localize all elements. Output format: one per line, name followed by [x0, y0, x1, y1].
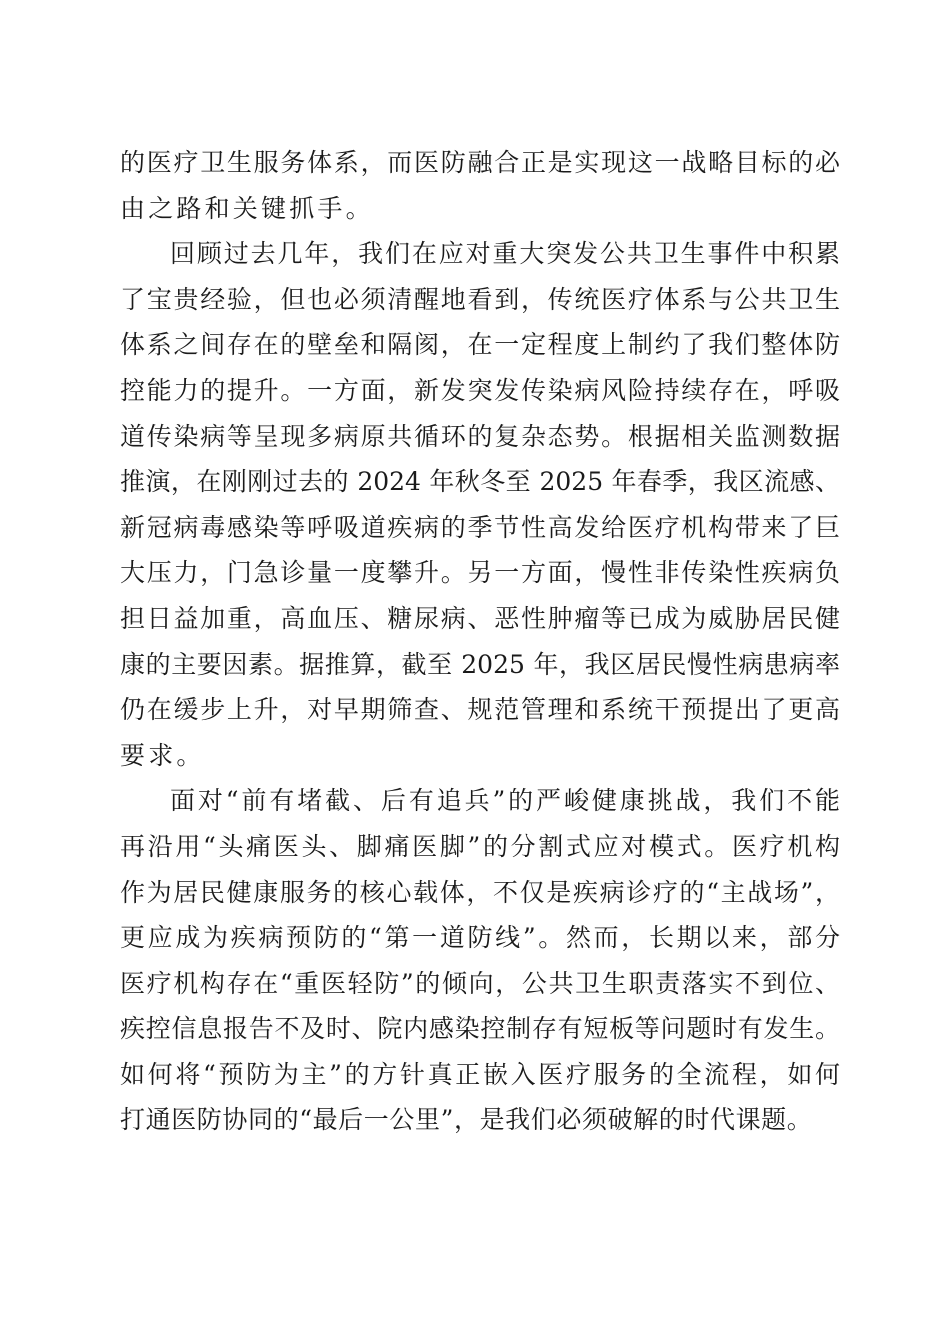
text-line: 控能力的提升。一方面，新发突发传染病风险持续存在，呼吸	[120, 375, 840, 405]
text-line: 疾控信息报告不及时、院内感染控制存有短板等问题时有发生。	[120, 1014, 840, 1044]
paragraph-3	[120, 778, 840, 1143]
text-line: 更应成为疾病预防的“第一道防线”。然而，长期以来，部分	[120, 923, 840, 953]
text-line: 大压力，门急诊量一度攀升。另一方面，慢性非传染性疾病负	[120, 558, 840, 588]
text-line: 体系之间存在的壁垒和隔阂，在一定程度上制约了我们整体防	[120, 330, 840, 360]
text-line: 如何将“预防为主”的方针真正嵌入医疗服务的全流程，如何	[120, 1059, 840, 1089]
text-line: 新冠病毒感染等呼吸道疾病的季节性高发给医疗机构带来了巨	[120, 512, 840, 542]
text-line: 回顾过去几年，我们在应对重大突发公共卫生事件中积累	[170, 239, 840, 269]
text-line: 的医疗卫生服务体系，而医防融合正是实现这一战略目标的必	[120, 148, 840, 177]
paragraph-1	[120, 140, 840, 231]
text-line: 要求。	[120, 740, 205, 770]
text-line: 再沿用“头痛医头、脚痛医脚”的分割式应对模式。医疗机构	[120, 831, 840, 861]
paragraph-2	[120, 231, 840, 778]
text-line: 仍在缓步上升，对早期筛查、规范管理和系统干预提出了更高	[120, 695, 840, 725]
text-line: 道传染病等呈现多病原共循环的复杂态势。根据相关监测数据	[120, 421, 840, 451]
text-line: 打通医防协同的“最后一公里”，是我们必须破解的时代课题。	[120, 1105, 813, 1135]
body-text	[120, 140, 840, 1143]
text-line: 作为居民健康服务的核心载体，不仅是疾病诊疗的“主战场”，	[120, 877, 840, 907]
text-line: 了宝贵经验，但也必须清醒地看到，传统医疗体系与公共卫生	[120, 284, 840, 314]
text-line: 面对“前有堵截、后有追兵”的严峻健康挑战，我们不能	[170, 786, 840, 816]
text-line: 由之路和关键抓手。	[120, 193, 374, 223]
text-line: 担日益加重，高血压、糖尿病、恶性肿瘤等已成为威胁居民健	[120, 603, 840, 633]
text-line: 康的主要因素。据推算，截至 2025 年，我区居民慢性病患病率	[120, 649, 840, 679]
text-line: 医疗机构存在“重医轻防”的倾向，公共卫生职责落实不到位、	[120, 968, 840, 998]
text-line: 推演，在刚刚过去的 2024 年秋冬至 2025 年春季，我区流感、	[120, 467, 840, 497]
